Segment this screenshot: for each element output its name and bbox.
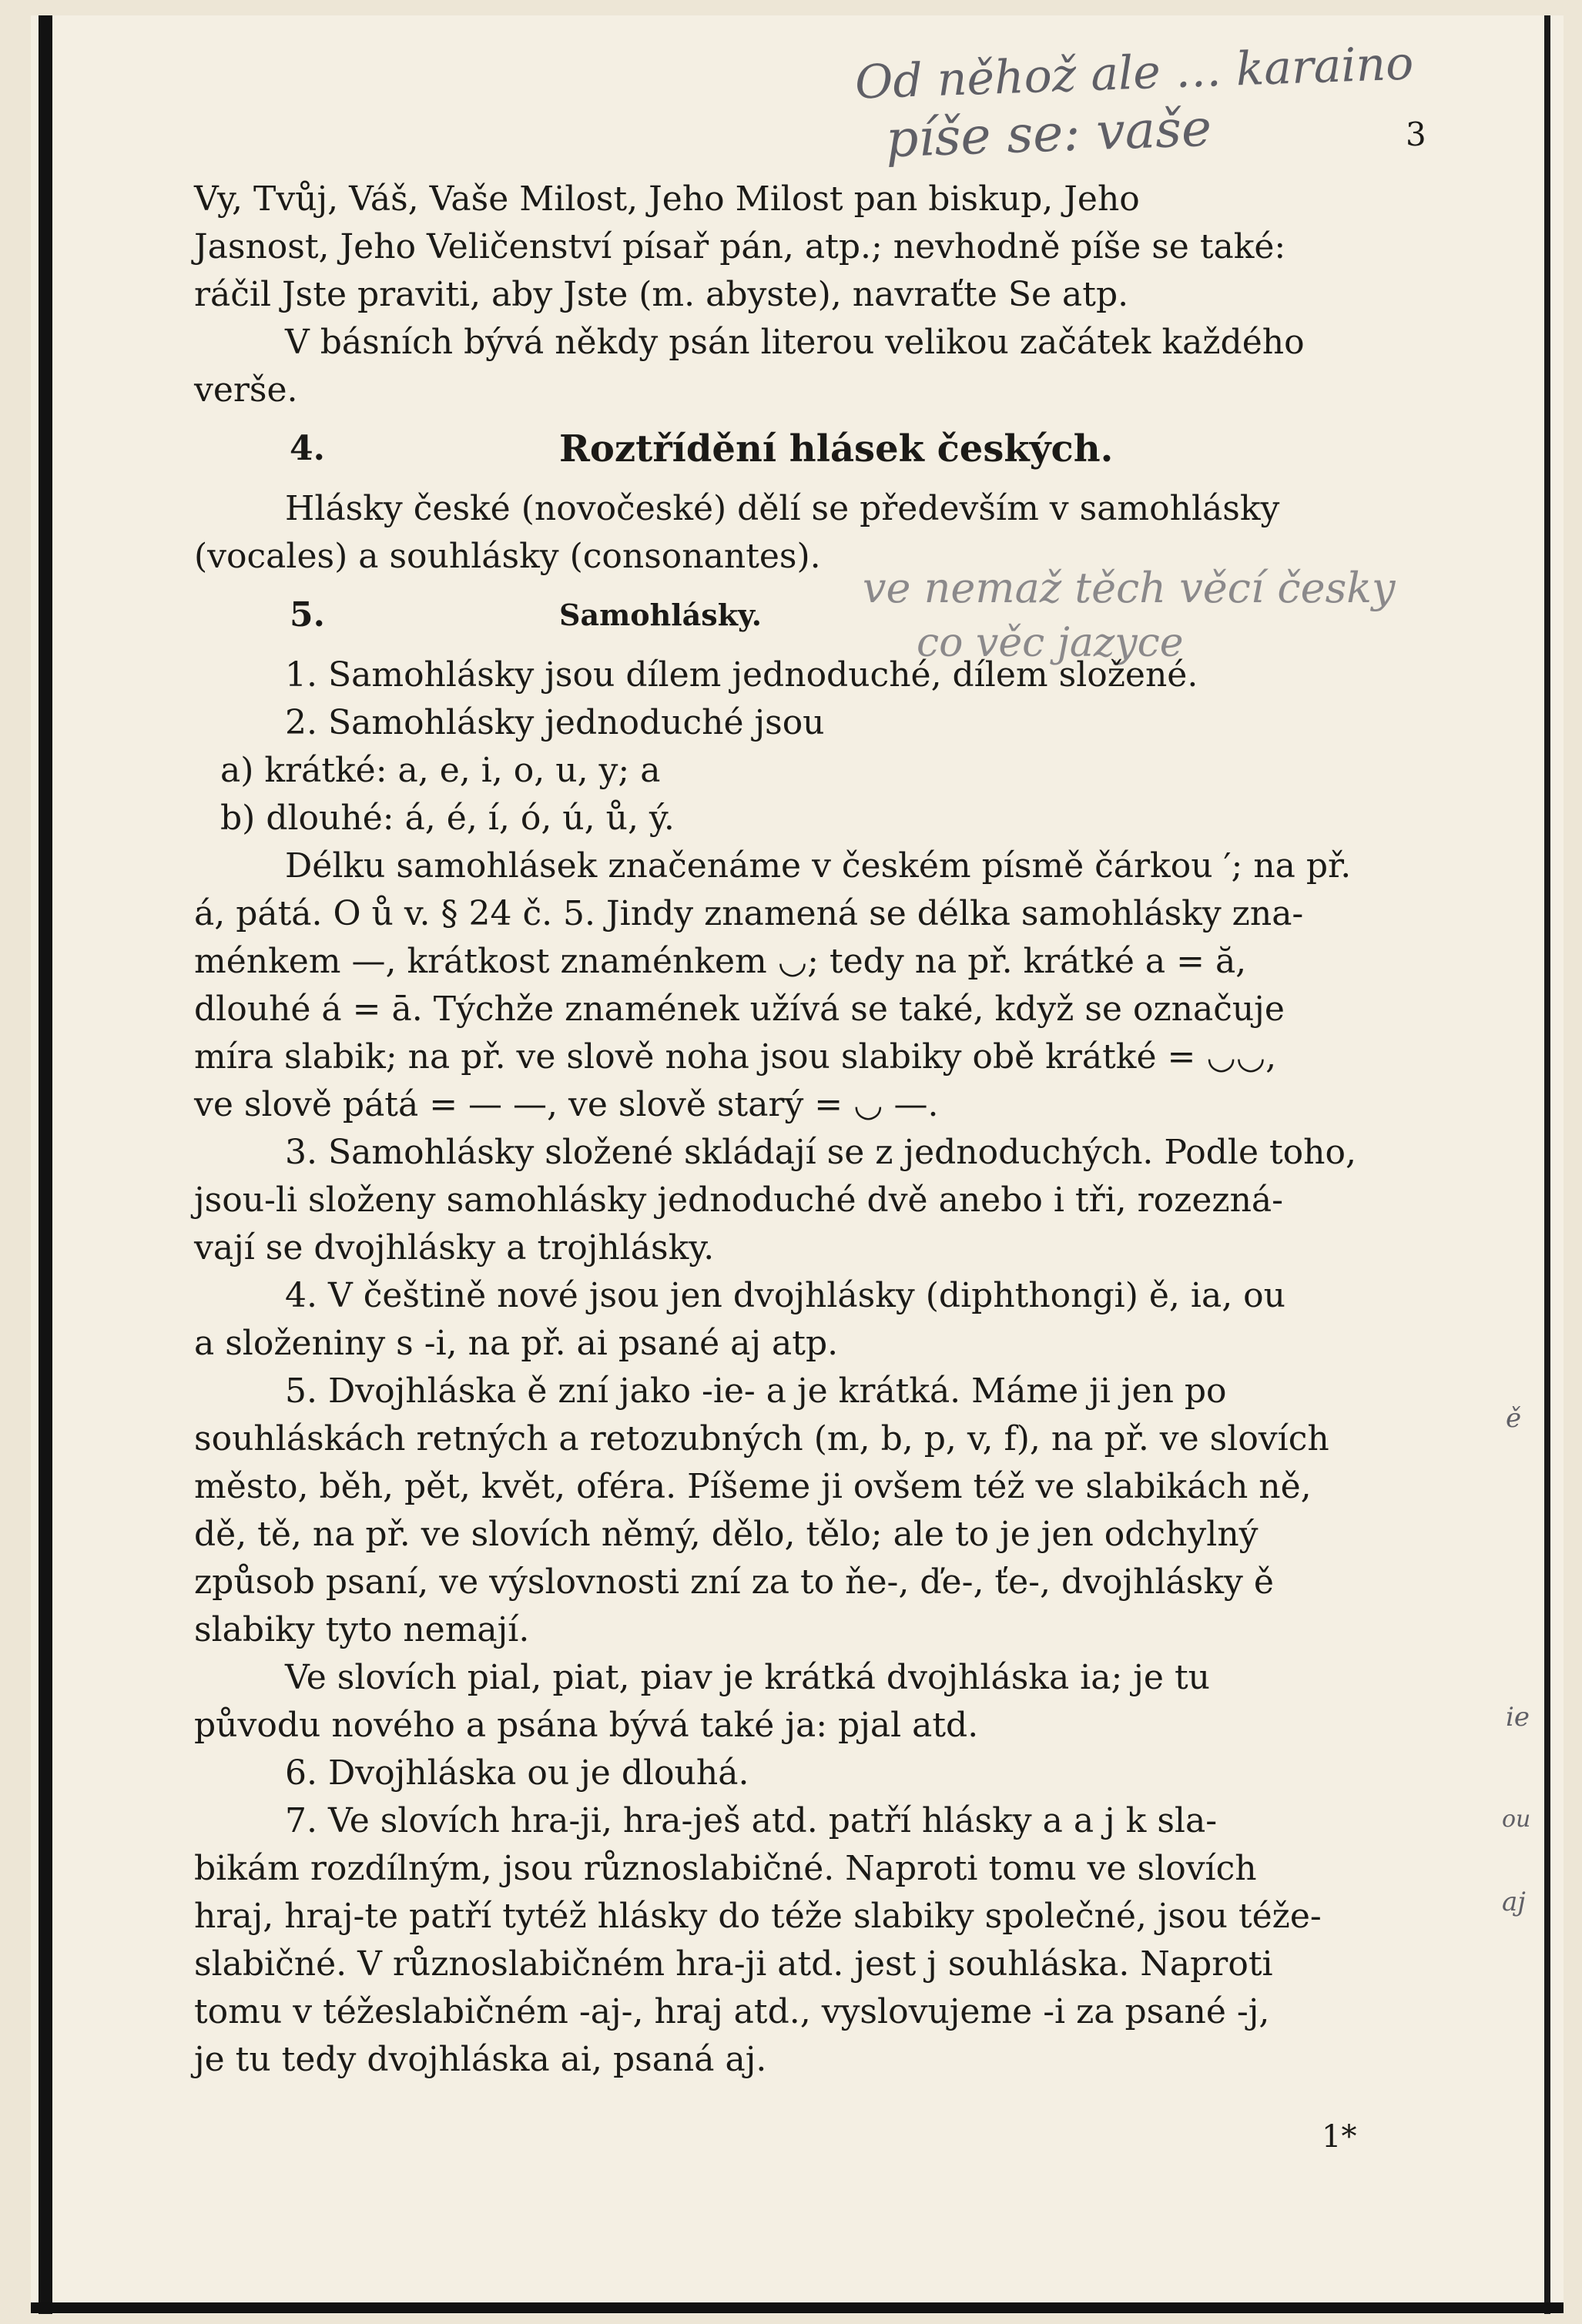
text-line: 2. Samohlásky jednoduché jsou (285, 703, 825, 742)
text-line: míra slabik; na př. ve slově noha jsou slabiky obě krátké = ◡◡, (194, 1037, 1277, 1077)
text-line: hraj, hraj-te patří tytéž hlásky do téže slabiky společné, jsou téže- (194, 1897, 1322, 1936)
text-line: a) krátké: a, e, i, o, u, y; a (220, 751, 661, 790)
text-line: Hlásky české (novočeské) dělí se především v samohlásky (285, 489, 1280, 528)
handwritten-note-top-1: Od něhož ale … karaino (853, 36, 1415, 110)
text-line: slabičné. V různoslabičném hra-ji atd. jest j souhláska. Naproti (194, 1944, 1273, 1984)
text-line: V básních bývá někdy psán literou velikou začátek každého (285, 323, 1305, 362)
text-line: souhláskách retných a retozubných (m, b, p, v, f), na př. ve slovích (194, 1419, 1329, 1458)
text-line: ráčil Jste praviti, aby Jste (m. abyste), navraťte Se atp. (194, 275, 1129, 314)
text-line: Vy, Tvůj, Váš, Vaše Milost, Jeho Milost pan biskup, Jeho (194, 179, 1140, 219)
page-spine-edge (39, 15, 52, 2314)
text-line: Jasnost, Jeho Veličenství písař pán, atp.; nevhodně píše se také: (194, 227, 1286, 266)
text-line: 5. Dvojhláska ě zní jako -ie- a je krátká. Máme ji jen po (285, 1371, 1227, 1411)
handwritten-note-margin-1: ve nemaž těch věcí česky (863, 564, 1396, 612)
text-line: á, pátá. O ů v. § 24 č. 5. Jindy znamená se délka samohlásky zna- (194, 894, 1304, 933)
text-line: je tu tedy dvojhláska ai, psaná aj. (194, 2040, 767, 2079)
text-line: ve slově pátá = — —, ve slově starý = ◡ —. (194, 1085, 939, 1124)
text-line: Délku samohlásek značenáme v českém písmě čárkou ′; na př. (285, 846, 1352, 886)
printer-signature-mark: 1* (1322, 2119, 1357, 2155)
page-bottom-edge (31, 2302, 1564, 2313)
section-4-heading (194, 416, 1426, 473)
text-line: slabiky tyto nemají. (194, 1610, 530, 1649)
handwritten-right-margin-2: ie (1506, 1702, 1530, 1733)
text-line: 3. Samohlásky složené skládají se z jednoduchých. Podle toho, (285, 1133, 1356, 1172)
text-line: 6. Dvojhláska ou je dlouhá. (285, 1753, 749, 1793)
section-number: 4. (290, 429, 325, 468)
text-line: město, běh, pět, květ, oféra. Píšeme ji ovšem též ve slabikách ně, (194, 1467, 1312, 1506)
text-line: b) dlouhé: á, é, í, ó, ú, ů, ý. (220, 799, 675, 838)
page-number: 3 (1406, 116, 1426, 153)
text-line: vají se dvojhlásky a trojhlásky. (194, 1228, 715, 1267)
section-title: Roztřídění hlásek českých. (559, 427, 1114, 470)
text-line: ménkem —, krátkost znaménkem ◡; tedy na př. krátké a = ă, (194, 942, 1247, 981)
main-text (194, 176, 1426, 2084)
text-line: 7. Ve slovích hra-ji, hra-ješ atd. patří hlásky a a j k sla- (285, 1801, 1218, 1840)
text-line: Ve slovích pial, piat, piav je krátká dvojhláska ia; je tu (285, 1658, 1210, 1697)
text-line: dě, tě, na př. ve slovích němý, dělo, tělo; ale to je jen odchylný (194, 1515, 1259, 1554)
text-line: 4. V češtině nové jsou jen dvojhlásky (diphthongi) ě, ia, ou (285, 1276, 1286, 1315)
handwritten-right-margin-4: aj (1502, 1887, 1526, 1917)
section-title: Samohlásky. (559, 598, 762, 632)
handwritten-right-margin-3: ou (1502, 1806, 1531, 1833)
section-number: 5. (290, 595, 325, 635)
text-line: dlouhé á = ā. Týchže znamének užívá se také, když se označuje (194, 990, 1285, 1029)
handwritten-note-margin-2: co věc jazyce (917, 620, 1184, 666)
text-line: původu nového a psána bývá také ja: pjal atd. (194, 1706, 979, 1745)
section-4-paragraph (194, 485, 1426, 581)
text-line: způsob psaní, ve výslovnosti zní za to ňe-, ďe-, ťe-, dvojhlásky ě (194, 1562, 1274, 1602)
text-line: verše. (194, 370, 298, 410)
text-line: 1. Samohlásky jsou dílem jednoduché, dílem složené. (285, 655, 1198, 695)
handwritten-right-margin-1: ě (1506, 1403, 1522, 1434)
intro-paragraph (194, 176, 1426, 414)
text-line: jsou-li složeny samohlásky jednoduché dvě anebo i tři, rozezná- (194, 1180, 1284, 1220)
text-line: a složeniny s -i, na př. ai psané aj atp. (194, 1324, 839, 1363)
handwritten-note-top-2: píše se: vaše (884, 98, 1213, 169)
text-line: bikám rozdílným, jsou různoslabičné. Naproti tomu ve slovích (194, 1849, 1257, 1888)
section-5-body (194, 651, 1426, 2084)
text-line: tomu v téžeslabičném -aj-, hraj atd., vyslovujeme -i za psané -j, (194, 1992, 1270, 2031)
page-right-edge (1544, 15, 1550, 2314)
text-line: (vocales) a souhlásky (consonantes). (194, 537, 821, 576)
section-5-heading (194, 582, 1426, 639)
